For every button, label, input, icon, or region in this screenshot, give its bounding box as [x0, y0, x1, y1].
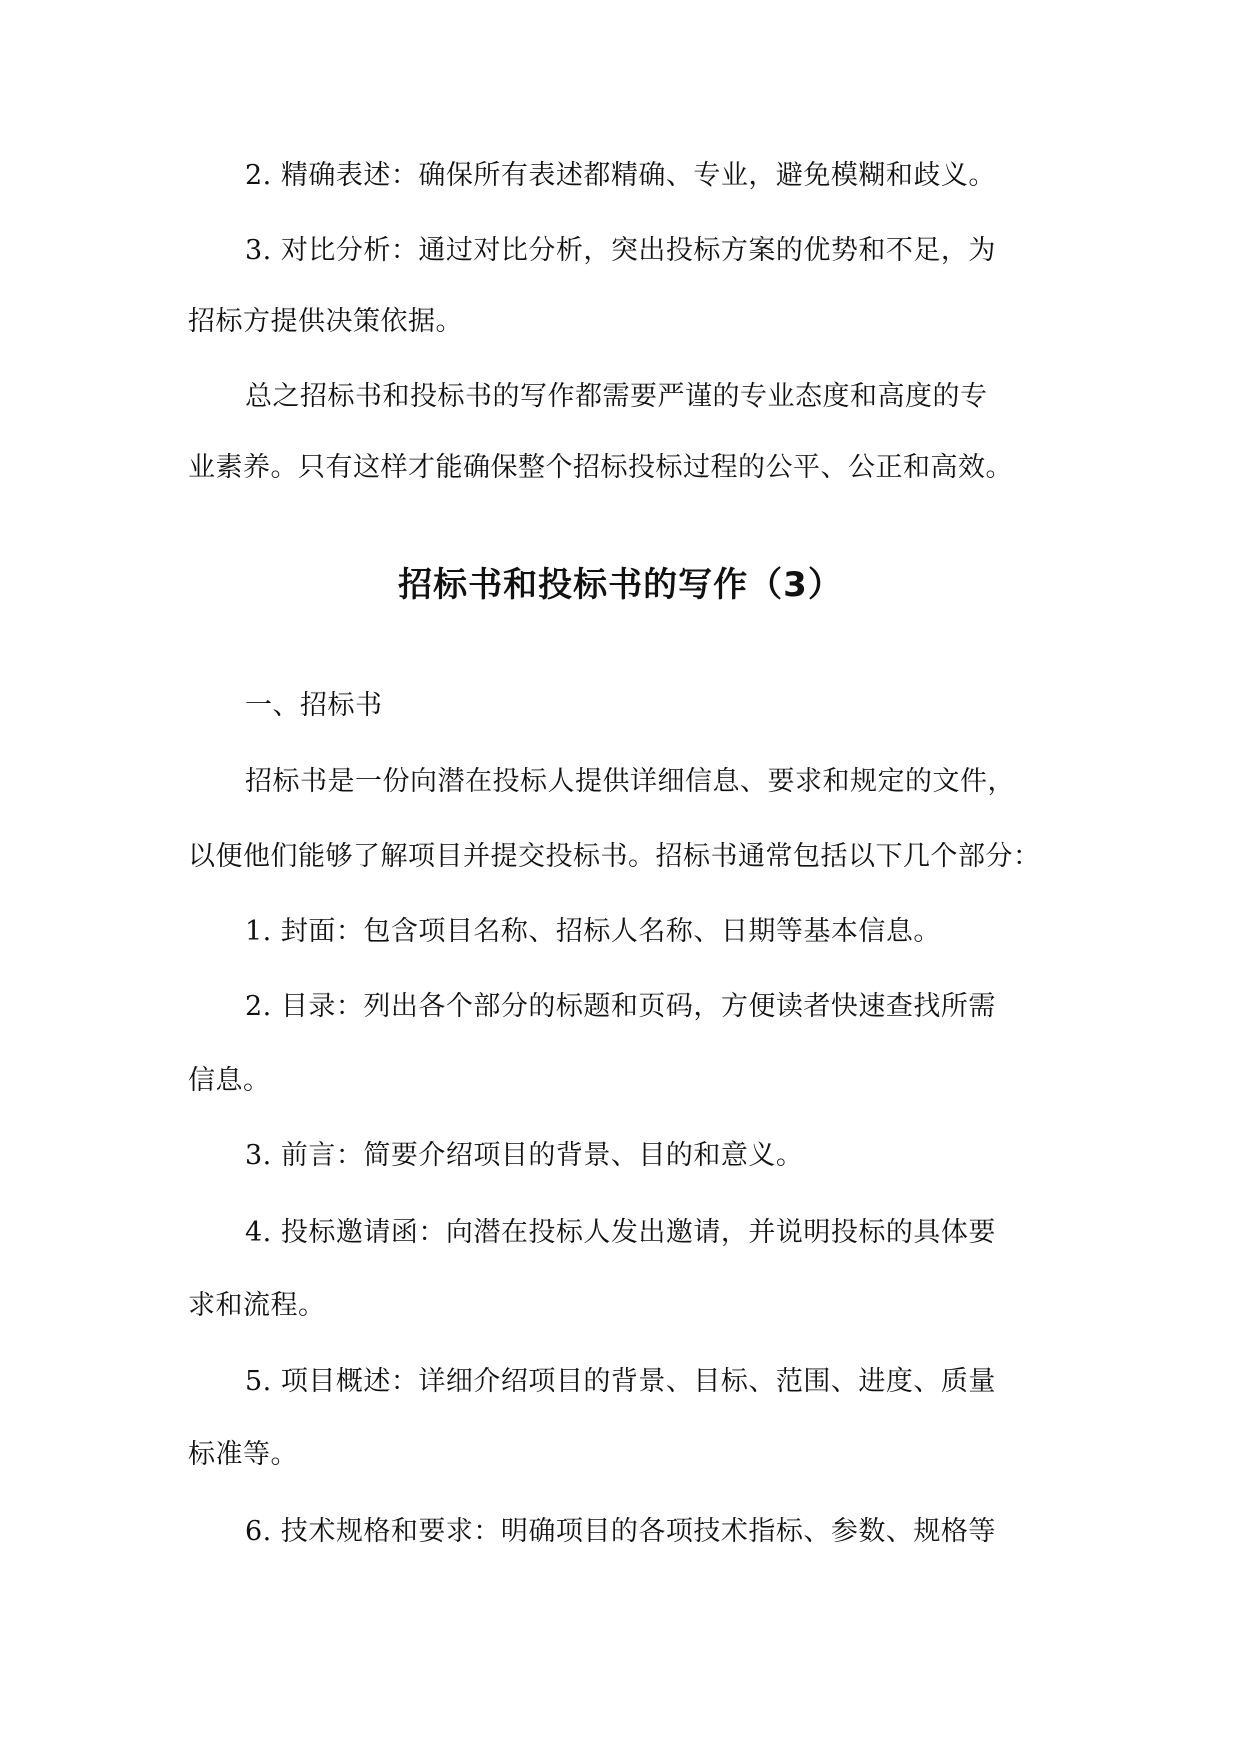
list-item-continuation: 信息。: [188, 1065, 271, 1096]
paragraph-line: 业素养。只有这样才能确保整个招标投标过程的公平、公正和高效。: [188, 452, 1013, 483]
paragraph-line: 招标书是一份向潜在投标人提供详细信息、要求和规定的文件，: [245, 766, 1015, 797]
section-heading: 一、招标书: [245, 690, 383, 721]
paragraph-line: 2. 精确表述：确保所有表述都精确、专业，避免模糊和歧义。: [245, 160, 996, 191]
list-item-continuation: 标准等。: [188, 1439, 298, 1470]
list-item: 1. 封面：包含项目名称、招标人名称、日期等基本信息。: [245, 916, 941, 947]
list-item: 2. 目录：列出各个部分的标题和页码，方便读者快速查找所需: [245, 991, 996, 1022]
paragraph-line: 3. 对比分析：通过对比分析，突出投标方案的优势和不足，为: [245, 235, 996, 266]
list-item: 6. 技术规格和要求：明确项目的各项技术指标、参数、规格等: [245, 1516, 996, 1547]
paragraph-line: 以便他们能够了解项目并提交投标书。招标书通常包括以下几个部分：: [188, 841, 1041, 872]
list-item-continuation: 求和流程。: [188, 1290, 326, 1321]
list-item: 3. 前言：简要介绍项目的背景、目的和意义。: [245, 1140, 804, 1171]
list-item: 4. 投标邀请函：向潜在投标人发出邀请，并说明投标的具体要: [245, 1217, 996, 1248]
paragraph-line: 总之招标书和投标书的写作都需要严谨的专业态度和高度的专: [245, 381, 988, 412]
paragraph-line: 招标方提供决策依据。: [188, 306, 463, 337]
document-title: 招标书和投标书的写作（3）: [398, 565, 843, 605]
list-item: 5. 项目概述：详细介绍项目的背景、目标、范围、进度、质量: [245, 1366, 996, 1397]
